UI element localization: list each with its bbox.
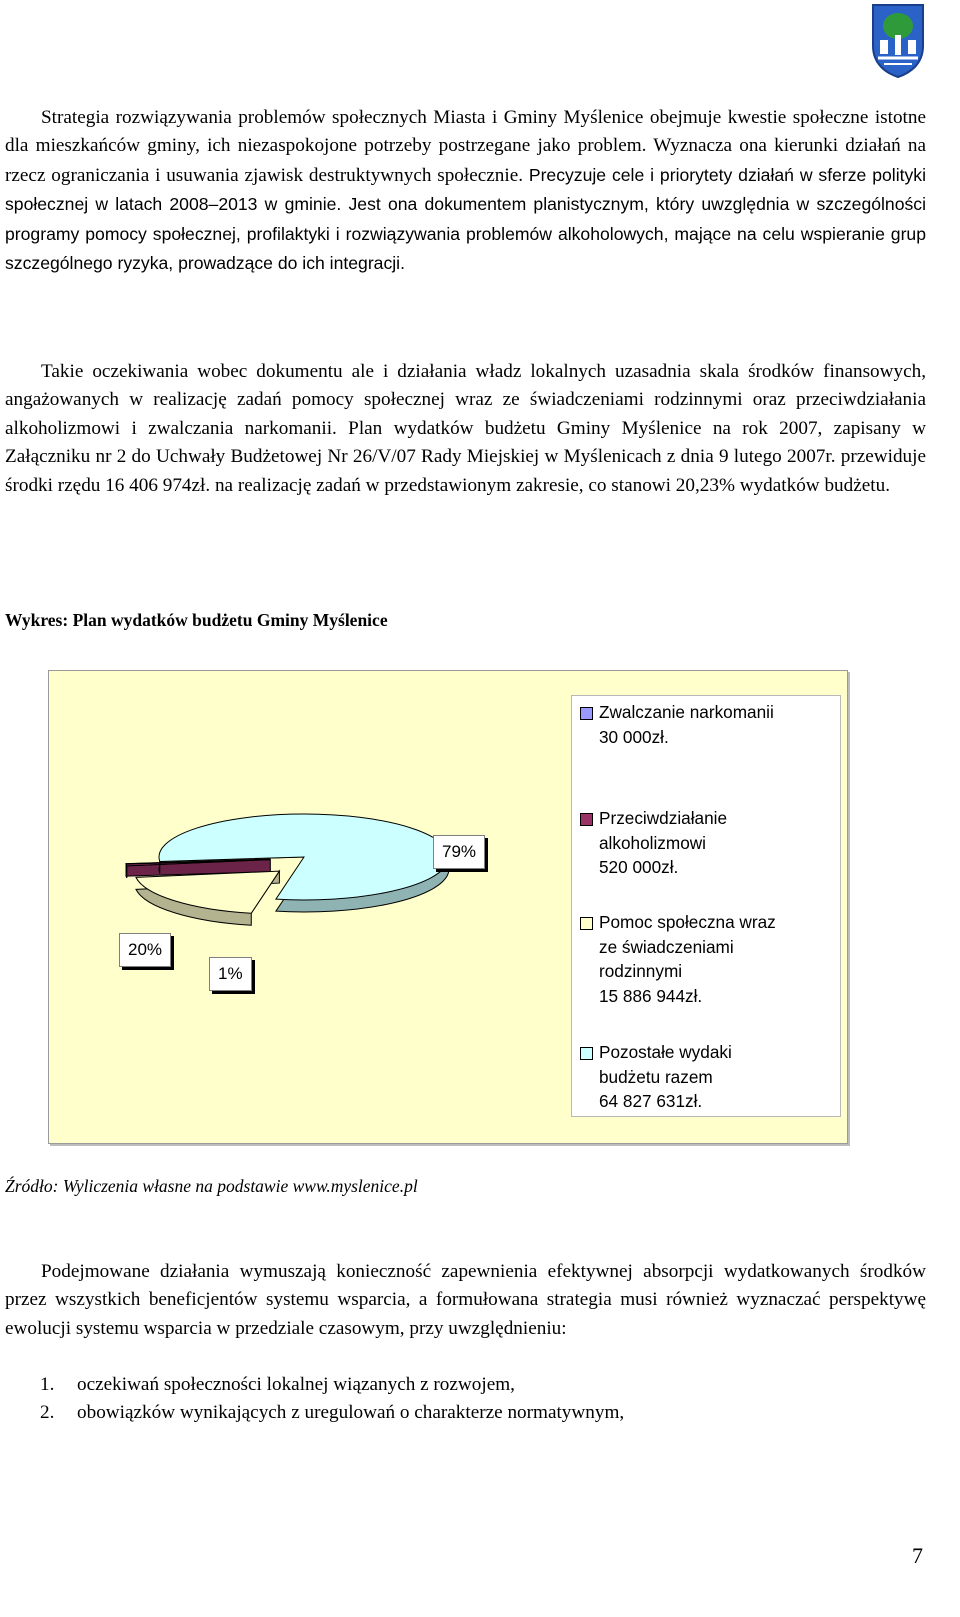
legend-line: Przeciwdziałanie — [599, 808, 728, 828]
data-label-alkohol: 1% — [209, 957, 252, 991]
chart-caption: Wykres: Plan wydatków budżetu Gminy Myślenice — [5, 610, 388, 630]
legend-label — [599, 700, 834, 749]
list-number: 2. — [40, 1402, 55, 1423]
legend-line: rodzinnymi — [599, 961, 683, 982]
legend-swatch — [580, 813, 593, 826]
legend-line: Pozostałe wydaki — [599, 1042, 732, 1062]
page-number: 7 — [912, 1543, 923, 1568]
legend-line: alkoholizmowi — [599, 832, 706, 853]
chart-source: Źródło: Wyliczenia własne na podstawie www.myslenice.pl — [5, 1176, 418, 1196]
list-item — [40, 1399, 624, 1427]
legend-line: ze świadczeniami — [599, 936, 734, 957]
pie-chart — [48, 670, 848, 1144]
numbered-list — [40, 1371, 624, 1427]
list-number: 1. — [40, 1374, 55, 1395]
data-label-pozostale: 79% — [433, 835, 485, 869]
closing-paragraph: Podejmowane działania wymuszają konieczność zapewnienia efektywnej absorpcji wydatkowanych środków przez wszystkich beneficjentów systemu wsparcia, a formułowana strategia musi również wyznaczać perspektywę ewolucji systemu wsparcia w przedziale czasowym, przy uwzględnieniu: — [5, 1261, 926, 1339]
legend-line: 64 827 631zł. — [599, 1091, 703, 1112]
list-text: obowiązków wynikających z uregulowań o charakterze normatywnym, — [77, 1402, 625, 1423]
legend-swatch — [580, 707, 593, 720]
legend-line: budżetu razem — [599, 1066, 713, 1087]
legend-swatch — [580, 917, 593, 930]
coat-of-arms-icon — [870, 2, 926, 78]
intro-paragraph-sans: Precyzuje cele i priorytety działań w sferze polityki społecznej w latach 2008–2013 w gminie. Jest ona dokumentem planistycznym, który uwzględnia w szczególności programy pomocy społecznej, profilaktyki i rozwiązywania problemów alkoholowych, mające na celu wspieranie grup szczególnego ryzyka, prowadzące do ich integracji. — [5, 164, 926, 274]
intro-paragraph — [5, 104, 926, 278]
intro-paragraph-serif: Strategia rozwiązywania problemów społecznych Miasta i Gminy Myślenice obejmuje kwestie społeczne istotne dla mieszkańców gminy, ich niezaspokojone potrzeby postrzegane jako problem. Wyznacza ona kierunki działań na rzecz ograniczania i usuwania zjawisk destruktywnych społecznie. — [5, 107, 926, 186]
legend-label — [599, 806, 834, 880]
legend-line: 15 886 944zł. — [599, 985, 703, 1006]
legend-label — [599, 1040, 834, 1114]
legend-swatch — [580, 1047, 593, 1060]
legend-label — [599, 910, 834, 1008]
chart-legend — [571, 695, 841, 1117]
list-text: oczekiwań społeczności lokalnej wiązanych z rozwojem, — [77, 1374, 515, 1395]
data-label-pomoc: 20% — [119, 933, 171, 967]
legend-line: 520 000zł. — [599, 857, 679, 878]
budget-paragraph: Takie oczekiwania wobec dokumentu ale i działania władz lokalnych uzasadnia skala środków finansowych, angażowanych w realizację zadań pomocy społecznej wraz ze świadczeniami rodzinnymi oraz przeciwdziałania alkoholizmowi i zwalczania narkomanii. Plan wydatków budżetu Gminy Myślenice na rok 2007, zapisany w Załączniku nr 2 do Uchwały Budżetowej Nr 26/V/07 Rady Miejskiej w Myślenicach z dnia 9 lutego 2007r. przewiduje środki rzędu 16 406 974zł. na realizację zadań w przedstawionym zakresie, co stanowi 20,23% wydatków budżetu. — [5, 361, 926, 496]
legend-line: Pomoc społeczna wraz — [599, 912, 776, 932]
list-item — [40, 1371, 624, 1399]
legend-line: 30 000zł. — [599, 726, 669, 747]
legend-line: Zwalczanie narkomanii — [599, 702, 774, 722]
